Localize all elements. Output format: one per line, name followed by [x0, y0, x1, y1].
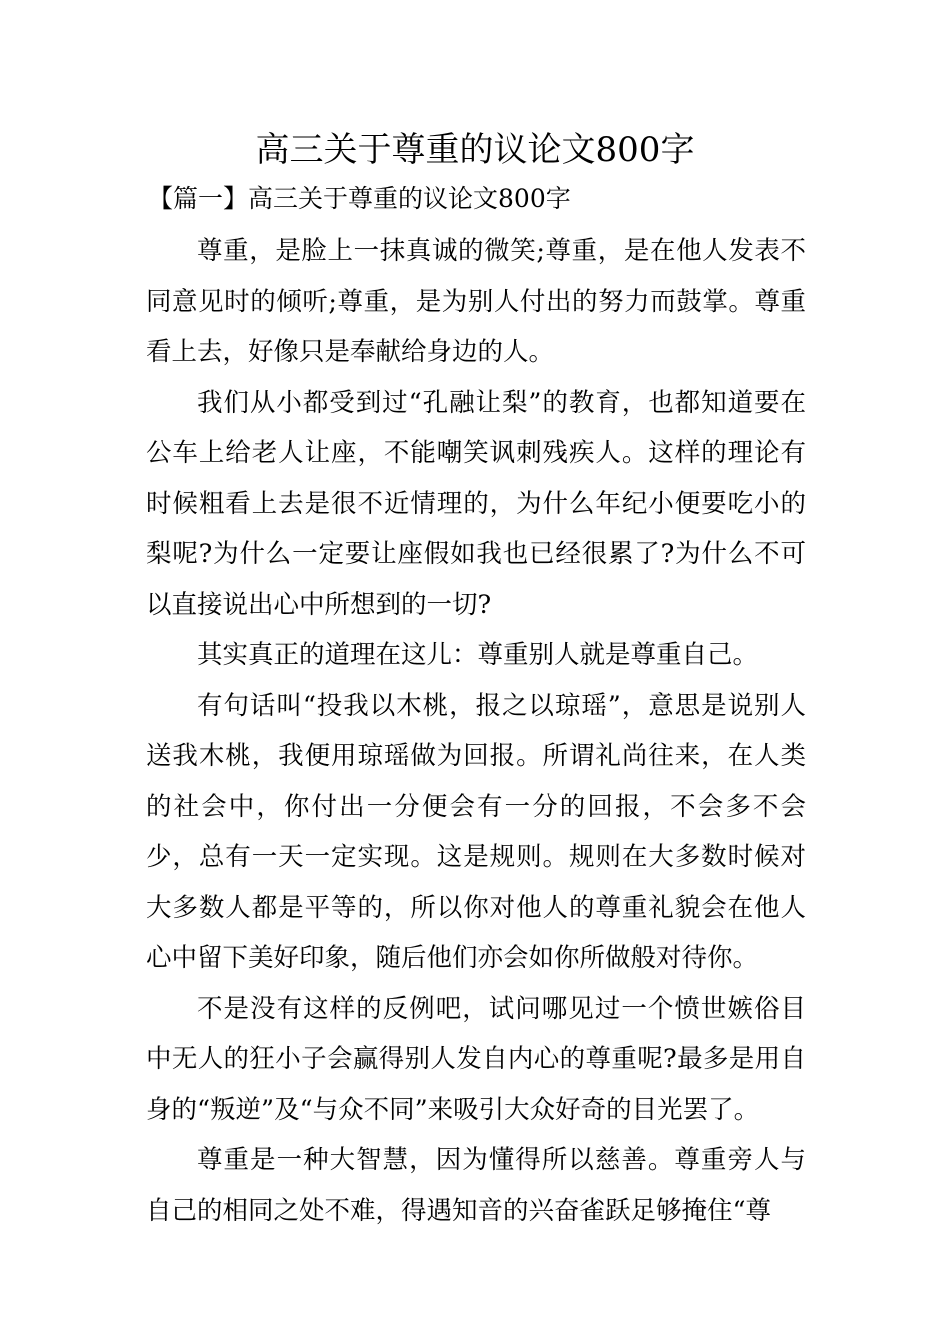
section-heading: 【篇一】高三关于尊重的议论文800字 — [148, 184, 571, 213]
paragraph-5: 不是没有这样的反例吧，试问哪见过一个愤世嫉俗目中无人的狂小子会赢得别人发自内心的尊重呢?最多是用自身的“叛逆”及“与众不同”来吸引大众好奇的目光罢了。 — [146, 993, 806, 1125]
paragraph-4: 有句话叫“投我以木桃，报之以琼瑶”，意思是说别人送我木桃，我便用琼瑶做为回报。所谓礼尚往来，在人类的社会中，你付出一分便会有一分的回报，不会多不会少，总有一天一定实现。这是规则。规则在大多数时候对大多数人都是平等的，所以你对他人的尊重礼貌会在他人心中留下美好印象，随后他们亦会如你所做般对待你。 — [146, 690, 806, 973]
paragraph-1: 尊重，是脸上一抹真诚的微笑;尊重，是在他人发表不同意见时的倾听;尊重，是为别人付出的努力而鼓掌。尊重看上去，好像只是奉献给身边的人。 — [146, 236, 806, 367]
paragraph-2: 我们从小都受到过“孔融让梨”的教育，也都知道要在公车上给老人让座，不能嘲笑讽刺残疾人。这样的理论有时候粗看上去是很不近情理的，为什么年纪小便要吃小的梨呢?为什么一定要让座假如我也已经很累了?为什么不可以直接说出心中所想到的一切? — [146, 387, 806, 620]
document-body — [146, 226, 806, 1236]
paragraph-6: 尊重是一种大智慧，因为懂得所以慈善。尊重旁人与自己的相同之处不难，得遇知音的兴奋雀跃足够掩住“尊 — [146, 1145, 806, 1226]
document-title: 高三关于尊重的议论文800字 — [255, 130, 695, 170]
paragraph-3: 其实真正的道理在这儿：尊重别人就是尊重自己。 — [197, 640, 759, 670]
